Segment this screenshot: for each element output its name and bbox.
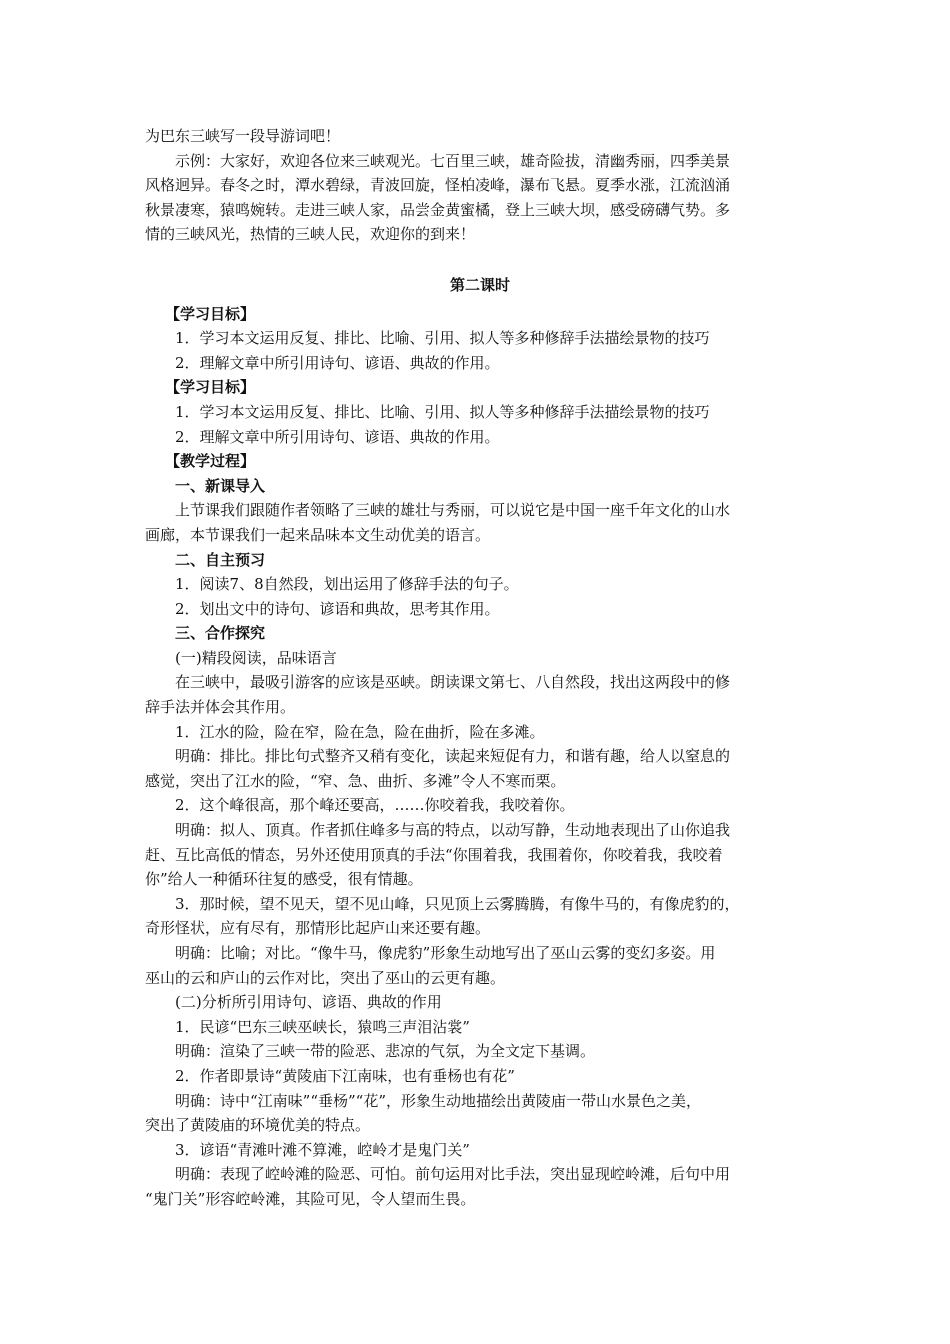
list-item: 3．那时候，望不见天，望不见山峰，只见顶上云雾腾腾，有像牛马的，有像虎豹的， [175,894,740,913]
list-item: 奇形怪状，应有尽有，那情形比起庐山来还要有趣。 [145,919,491,938]
intro-prompt: 为巴东三峡写一段导游词吧！ [145,127,341,145]
example-line: 秋景凄寒，猿鸣婉转。走进三峡人家，品尝金黄蜜橘，登上三峡大坝，感受磅礴气势。多 [145,200,731,219]
goal-item: 2．理解文章中所引用诗句、谚语、典故的作用。 [175,427,500,446]
paragraph-line: 辞手法并体会其作用。 [145,698,296,717]
subsection-heading: (二)分析所引用诗句、谚语、典故的作用 [175,993,442,1012]
goal-item: 1．学习本文运用反复、排比、比喻、引用、拟人等多种修辞手法描绘景物的技巧 [175,402,710,421]
list-item: 2．这个峰很高，那个峰还要高，……你咬着我，我咬着你。 [175,796,575,815]
list-item: 2．划出文中的诗句、谚语和典故，思考其作用。 [175,599,500,618]
section-heading: 三、合作探究 [175,624,266,643]
list-item: 2．作者即景诗“黄陵庙下江南味，也有垂杨也有花” [175,1066,515,1085]
example-line: 示例：大家好，欢迎各位来三峡观光。七百里三峡，雄奇险拔，清幽秀丽，四季美景 [175,151,731,170]
list-item: 1．阅读7、8自然段，划出运用了修辞手法的句子。 [175,575,519,594]
answer-line: 明确：拟人、顶真。作者抓住峰多与高的特点，以动写静，生动地表现出了山你追我 [175,821,731,840]
section-heading: 二、自主预习 [175,550,266,569]
lesson-title: 第二课时 [449,275,510,294]
answer-line: 明确：渲染了三峡一带的险恶、悲凉的气氛，为全文定下基调。 [175,1042,596,1061]
example-line: 风格迥异。春冬之时，潭水碧绿，青波回旋，怪柏凌峰，瀑布飞悬。夏季水涨，江流汹涌 [145,176,731,195]
list-item: 1．江水的险，险在窄，险在急，险在曲折，险在多滩。 [175,722,545,741]
paragraph-line: 画廊，本节课我们一起来品味本文生动优美的语言。 [145,525,491,544]
answer-line: 赶、互比高低的情态，另外还使用顶真的手法“你围着我，我围着你，你咬着我，我咬着 [145,845,723,864]
section-heading: 一、新课导入 [175,476,266,495]
goal-item: 1．学习本文运用反复、排比、比喻、引用、拟人等多种修辞手法描绘景物的技巧 [175,329,710,348]
answer-line: 感觉，突出了江水的险，“窄、急、曲折、多滩”令人不寒而栗。 [145,771,566,790]
process-heading: 【教学过程】 [165,452,256,471]
answer-line: 明确：诗中“江南味”“垂杨”“花”，形象生动地描绘出黄陵庙一带山水景色之美， [175,1091,702,1110]
subsection-heading: (一)精段阅读，品味语言 [175,648,337,667]
goals-heading: 【学习目标】 [165,304,256,323]
answer-line: 明确：排比。排比句式整齐又稍有变化，读起来短促有力，和谐有趣，给人以窒息的 [175,747,731,766]
goal-item: 2．理解文章中所引用诗句、谚语、典故的作用。 [175,353,500,372]
answer-line: 明确：表现了崆岭滩的险恶、可怕。前句运用对比手法，突出显现崆岭滩，后句中用 [175,1165,731,1184]
list-item: 3．谚语“青滩叶滩不算滩，崆岭才是鬼门关” [175,1140,470,1159]
answer-line: 突出了黄陵庙的环境优美的特点。 [145,1116,371,1135]
paragraph-line: 上节课我们跟随作者领略了三峡的雄壮与秀丽，可以说它是中国一座千年文化的山水 [175,501,731,520]
answer-line: “鬼门关”形容崆岭滩，其险可见，令人望而生畏。 [145,1189,476,1208]
answer-line: 你”给人一种循环往复的感受，很有情趣。 [145,870,423,889]
answer-line: 巫山的云和庐山的云作对比，突出了巫山的云更有趣。 [145,968,506,987]
goals-heading: 【学习目标】 [165,378,256,397]
document-page [145,124,815,1212]
answer-line: 明确：比喻；对比。“像牛马，像虎豹”形象生动地写出了巫山云雾的变幻多姿。用 [175,944,716,962]
list-item: 1．民谚“巴东三峡巫峡长，猿鸣三声泪沾裳” [175,1017,470,1036]
paragraph-line: 在三峡中，最吸引游客的应该是巫峡。朗读课文第七、八自然段，找出这两段中的修 [175,673,731,692]
example-line: 情的三峡风光，热情的三峡人民，欢迎你的到来！ [145,225,476,244]
